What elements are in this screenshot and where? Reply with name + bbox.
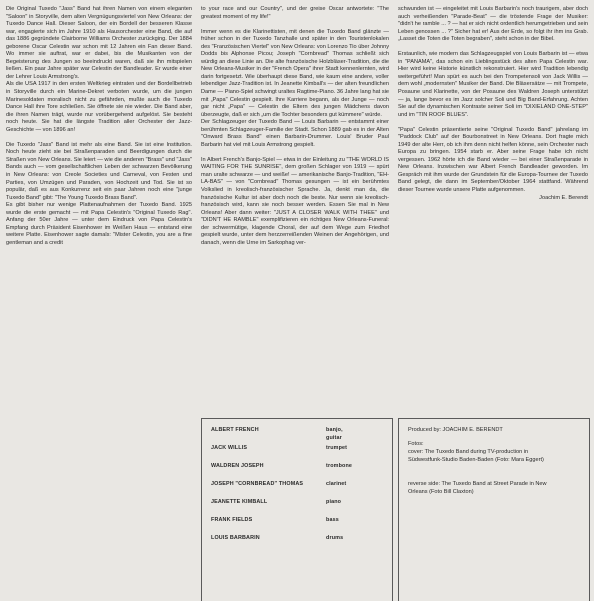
cover-photo-credit: cover: The Tuxedo Band during TV-production in Südwestfunk-Studio Baden-Baden (Foto: Mara Eggert): [408, 449, 544, 463]
member-louis-barbarin: LOUIS BARBARIN drums: [211, 535, 344, 541]
paragraph: Der Schlagzeuger der Tuxedo Band — Louis Barbarin — entstammt einer berühmten Schlagzeuger-Familie der Stadt. Schon 1889 gab es in der Alten "Onward Brass Band" einen Barbarin-Drummer. Louis' Bruder Paul Barbarin hat viel mit Louis Armstrong gespielt.: [201, 119, 389, 148]
band-lineup-box: [201, 418, 393, 601]
member-instrument: clarinet: [326, 481, 347, 487]
member-joseph-thomas: JOSEPH "CORNBREAD" THOMAS clarinet: [211, 481, 347, 487]
photo-credits-label: Fotos:: [408, 441, 424, 447]
author-signature: Joachim E. Berendt: [539, 194, 588, 201]
producer-credit: Produced by: JOACHIM E. BERENDT: [408, 427, 503, 433]
member-instrument: trumpet: [326, 445, 348, 451]
member-instrument: trombone: [326, 463, 353, 469]
paragraph: Erstaunlich, wie modern das Schlagzeugspiel von Louis Barbarin ist — etwa in "PANAMA", das schon ein Lieblingsstück des alten Papa Celestin war. Hier wird keine Historie künstlich rekonstruiert. Hier wird Tradition lebendig weitergeführt! Man spürt es auch bei den Trompetensoli von Jack Willis — dem wohl „modernsten" Musiker der Band. Die Bläsersätze — mit Trompete, Posaune und Klarinette, von der Posaune des Waldren Joseph unterstützt — ja, lange bevor es im Jazz solcher Soli und Big Band-Erfahrung. Achten Sie auf die dynamischen Kontraste seiner Soli im "DIXIELAND ONE-STEP" und im "TIN ROOF BLUES".: [398, 51, 588, 118]
paragraph: Immer wenn es die Klarinettisten, mit denen die Tuxedo Band glänzte — früher schon in der Tuxedo Tanzhalle und später in den Touristenlokalen des "Französischen Viertel" von New Orleans: von Lorenzo Tio über Johnny Dodds bis Alphonse Picou; Joseph "Cornbread" Thomas schließt sich würdig an diese Linie an. Die alte französische Holzbläser-Tradition, die die New Orleans-Musiker in der "French Opera" ihrer Stadt kennenlernten, wird darin fortgesetzt. Wie überhaupt diese Band, wie kaum eine andere, voller lebendiger Jazz-Tradition ist. In Jeanette Kimball's — der alten freundlichen Dame — Piano-Spiel schwingt uraltes Ragtime-Piano. 36 Jahre lang hat sie mit „Papa" Celestin gespielt. Ihre Karriere begann, als der Junge — noch gar nicht „Papa" — Celestin die Eltern des jungen Mädchens davon überzeugte, daß er sich „um die Tochter besonders gut kümmere" würde.: [201, 28, 389, 118]
paragraph: Es gibt bisher nur wenige Plattenaufnahmen der Tuxedo Band. 1925 wurde die erste gemacht — mit Papa Celestin's "Original Tuxedo Rag". Anfang der 50er Jahre — unter dem Eindruck von Papa Celestin's Empfang durch Präsident Eisenhower im Weißen Haus — entstand eine weitere Platte. Eisenhower sagte damals: "Mister Celestin, you are a fine gentleman and a credit: [6, 202, 192, 246]
member-jack-willis: JACK WILLIS trumpet: [211, 445, 348, 451]
paragraph: schwunden ist — eingeleitet mit Louis Barbarin's noch traurigem, aber doch auch verheißenden "Parade-Beat" — die tröstende Frage der Musiker: "didn't he ramble ... ? — hat er sich nicht ordentlich herumgetrieben und sein Leben genossen ... ?" Sicher hat er! Aus der Erde, so folgt ihr ihm ins Grab. „Lasset die Toten die Toten begraben", steht schon in der Bibel.: [398, 6, 588, 43]
member-waldren-joseph: WALDREN JOSEPH trombone: [211, 463, 353, 469]
paragraph: "Papa" Celestin präsentierte seine "Original Tuxedo Band" jahrelang im "Paddock Club" auf der Bourbonstreet in New Orleans. Dort fragte mich 1949 der alte Herr, ob ich ihm denn nicht helfen könne, sein Orchester nach Europa zu bringen. 1954 starb er. Aber seine Frage habe ich nicht vergessen. 1962 hörte ich die Band wieder — bei einer Straßenparade in New Orleans. Inzwischen war Albert French Bandleader geworden. Im Gespräch mit ihm wurde der Grundstein für die Europa-Tournee der Tuxedo Band gelegt, die dann im September/Oktober 1964 stattfand. Während dieser Tournee wurde unsere Platte aufgenommen.: [398, 126, 588, 194]
reverse-photo-credit: reverse side: The Tuxedo Band at Street Parade in New Orleans (Foto Bill Claxton): [408, 481, 547, 495]
liner-notes-column-3: [398, 6, 588, 202]
paragraph: to your race and our Country", und der greise Oscar antwortete: "The greatest moment of my life!": [201, 6, 389, 20]
paragraph: Als die USA 1917 in den ersten Weltkrieg eintraten und der Bordellbetrieb in Storyville durch ein Marine-Dekret verboten wurde, um die jungen Marinesoldaten moralisch nicht zu gefährden, mußte auch die Tuxedo Dance Hall ihre Tore schließen. Sie öffnete sie nie wieder. Die Band aber, die ihren Namen trägt, wurde nur vorübergehend aufgelöst. Sie besteht noch heute. Sie hat die längste Tradition aller Orchester der Jazz-Geschichte — von 1896 an!: [6, 81, 192, 133]
member-instrument: piano: [326, 499, 342, 505]
liner-notes-column-2: [201, 6, 389, 247]
member-albert-french: ALBERT FRENCH banjo, guitar: [211, 427, 343, 441]
member-instrument: bass: [326, 517, 339, 523]
member-frank-fields: FRANK FIELDS bass: [211, 517, 339, 523]
paragraph: Die Original Tuxedo "Jass" Band hat ihren Namen von einem eleganten "Saloon" in Storyville, dem alten Vergnügungsviertel von New Orleans: der Tuxedo Dance Hall. Dieser Saloon, der ein Bordell der besseren Klasse war, engagierte sich im Jahre 1910 als Hausorchester eine Band, die auf das 1886 gegründete Clairborne Williams Orchester zurückging. Der 1884 geborene Oscar Celestin war schon mit 12 Jahren ein Fan dieser Band. Wo immer sie auftrat, war er dabei, bis die Musikanten von der Begeisterung des Jungen so beeindruckt waren, daß sie ihn mitspielen ließen. Ein paar Jahre später war Celestin der Bandleader. Er wurde einer der Lehrer Louis Armstrong's.: [6, 6, 192, 80]
paragraph: In Albert French's Banjo-Spiel — etwa in der Einleitung zu "THE WORLD IS WAITING FOR THE SUNRISE", dem großen Schlager von 1919 — spürt man uralte schwarze — und weiße! — amerikanische Banjo-Tradition, "EH-LA-BAS" — von "Cornbread" Thomas gesungen — ist ein berühmtes Volkslied in kreolisch-französischer Sprache. Ja, denkt man da, die französische Kultur ist aber doch noch die beste. Nur wenn sie kreolisch-französisch wird, kann sie noch besser werden. Essen Sie mal in New Orleans! Aber dann weiter: "JUST A CLOSER WALK WITH THEE" und "DIDN'T HE RAMBLE" exemplifizieren ein richtiges New Orleans-Funeral: der schwermütige, klagende Choral, der auf dem Wege zum Friedhof gespielt wurde, unter dem herzzerreißenden Weinen der Angehörigen, und danach, wenn die Urne im Sarkophag ver-: [201, 156, 389, 246]
member-instrument: banjo, guitar: [326, 427, 343, 441]
paragraph: Die Tuxedo "Jass" Band ist mehr als eine Band. Sie ist eine Institution. Noch heute zieht sie bei Straßenparaden und Beerdigungen durch die Straßen von New Orleans. Sie leiert — wie die anderen "Brass" und "Jass" Bands auch — vom gesellschaftlichen Leben der schwarzen Bevölkerung in New Orleans: von Creole Societies und Carneval, von Festen und Parties, von Umzügen und Paraden, von Hochzeit und Tod. Sie ist so populär, daß es aus Konkurrenz seit ein paar Jahren noch eine "junge Tuxedo Band" gibt: "The Young Tuxedo Brass Band".: [6, 141, 192, 201]
member-jeanette-kimball: JEANETTE KIMBALL piano: [211, 499, 342, 505]
liner-notes-column-1: [6, 6, 192, 247]
production-credits-box: [398, 418, 590, 601]
member-instrument: drums: [326, 535, 344, 541]
